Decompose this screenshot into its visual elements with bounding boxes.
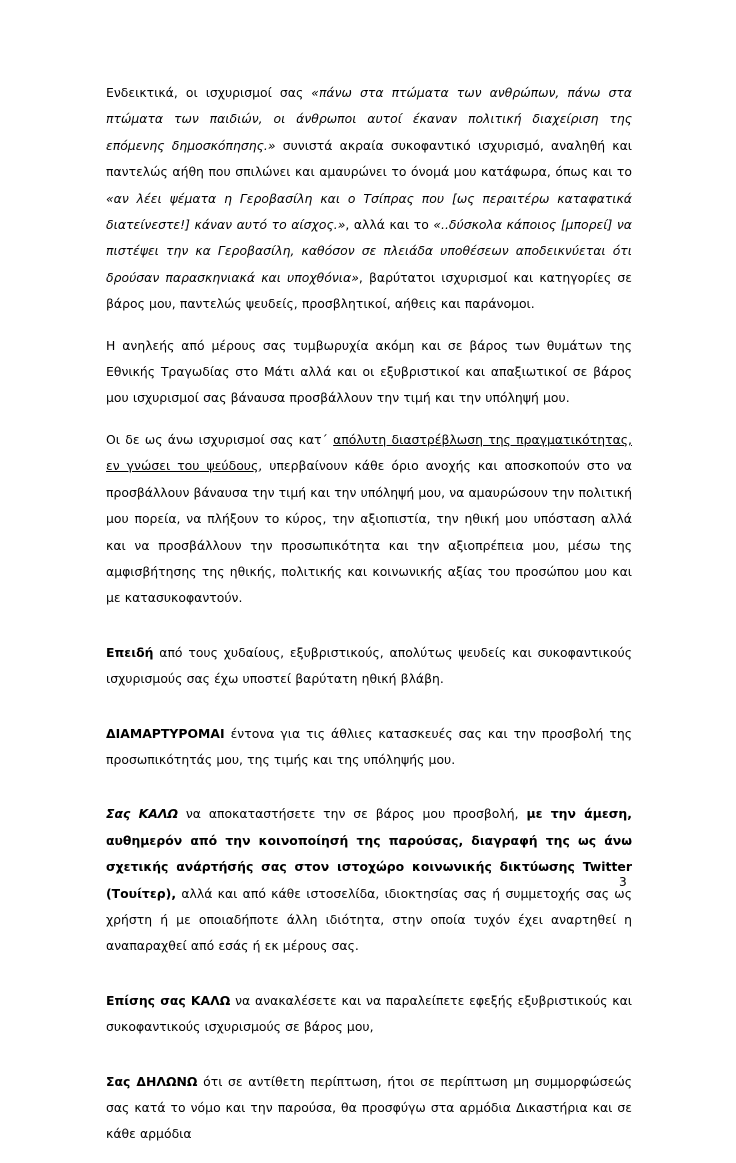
text-run-italic: «..δύσκολα κάποιος [μπορεί] να πιστέψει την κα Γεροβασίλη, καθόσον σε πλειάδα υποθέσεων αποδεικνύεται ότι δρούσαν παρασκηνιακά και υποχθόνια» bbox=[106, 217, 632, 285]
paragraph-4-epeidi bbox=[106, 640, 632, 693]
paragraph-6-sas-kalo bbox=[106, 801, 632, 959]
text-run: ότι σε αντίθετη περίπτωση, ήτοι σε περίπτωση μη συμμορφώσεώς σας κατά το νόμο και την παρούσα, θα προσφύγω στα αρμόδια Δικαστήρια και σε κάθε αρμόδια bbox=[106, 1073, 633, 1142]
document-body bbox=[106, 80, 632, 1163]
paragraph-3 bbox=[106, 427, 632, 612]
paragraph-5-diamartyromai bbox=[106, 721, 632, 774]
paragraph-2 bbox=[106, 333, 632, 412]
text-run: αλλά και από κάθε ιστοσελίδα, ιδιοκτησίας σας ή συμμετοχής σας ως χρήστη ή με οποιαδήποτε άλλη ιδιότητα, στην οποία τυχόν έχει αναρτηθεί η αναπαραχθεί από εσάς ή εκ μέρους σας. bbox=[106, 885, 632, 954]
text-run: να ανακαλέσετε και να παραλείπετε εφεξής εξυβριστικούς και συκοφαντικούς ισχυρισμούς σε βάρος μου, bbox=[106, 992, 632, 1035]
text-run: από τους χυδαίους, εξυβριστικούς, απολύτως ψευδείς και συκοφαντικούς ισχυρισμούς σας έχω υποστεί βαρύτατη ηθική βλάβη. bbox=[106, 644, 632, 687]
text-run-bold: ΔΙΑΜΑΡΤΥΡΟΜΑΙ bbox=[106, 725, 225, 741]
text-run: , υπερβαίνουν κάθε όριο ανοχής και αποσκοπούν στο να προσβάλλουν βάναυσα την τιμή και την υπόληψή μου, να αμαυρώσουν την πολιτική μου πορεία, να πλήξουν το κύρος, την αξιοπιστία, την ηθική μου υπόσταση αλλά και να προσβάλλουν την προσωπικότητα και την αξιοπρέπεια μου, μέσω της αμφισβήτησης της ηθικής, πολιτικής και κοινωνικής αξίας του προσώπου μου και με κατασυκοφαντούν. bbox=[106, 458, 632, 606]
text-run: Ενδεικτικά, οι ισχυρισμοί σας bbox=[106, 85, 312, 100]
paragraph-8-sas-dilono bbox=[106, 1069, 632, 1148]
text-run-bold: με την άμεση, αυθημερόν από την κοινοποίησή της παρούσας, διαγραφή της ως άνω σχετικής ανάρτήσής σας στον ιστοχώρο κοινωνικής δικτύωσης Twitter (Τουίτερ), bbox=[106, 806, 632, 901]
text-run-italic: «πάνω στα πτώματα των ανθρώπων, πάνω στα πτώματα των παιδιών, οι άνθρωποι αυτοί έκαναν πολιτική διαχείριση της επόμενης δημοσκόπησης.» bbox=[106, 85, 632, 153]
paragraph-1 bbox=[106, 80, 632, 318]
text-run: Η ανηλεής από μέρους σας τυμβωρυχία ακόμη και σε βάρος των θυμάτων της Εθνικής Τραγωδίας στο Μάτι αλλά και οι εξυβριστικοί και απαξιωτικοί σε βάρος μου ισχυρισμοί σας βάναυσα προσβάλλουν την τιμή και την υπόληψή μου. bbox=[106, 337, 632, 406]
page-number: 3 bbox=[619, 875, 627, 889]
text-run: , βαρύτατοι ισχυρισμοί και κατηγορίες σε βάρος μου, παντελώς ψευδείς, προσβλητικοί, αήθεις και παράνομοι. bbox=[106, 269, 632, 312]
text-run-bold-italic: Σας ΚΑΛΩ bbox=[106, 806, 179, 822]
text-run-bold: Σας ΔΗΛΩΝΩ bbox=[106, 1073, 198, 1089]
paragraph-7-episis-sas-kalo bbox=[106, 988, 632, 1041]
text-run: Οι δε ως άνω ισχυρισμοί σας κατ΄ bbox=[106, 431, 334, 447]
text-run: να αποκαταστήσετε την σε βάρος μου προσβολή, bbox=[178, 806, 527, 822]
text-run-underline: απόλυτη διαστρέβλωση της πραγματικότητας, εν γνώσει του ψεύδους bbox=[106, 431, 633, 474]
text-run-bold: Επίσης σας ΚΑΛΩ bbox=[106, 992, 231, 1008]
text-run: έντονα για τις άθλιες κατασκευές σας και την προσβολή της προσωπικότητάς μου, της τιμής και της υπόληψής μου. bbox=[106, 725, 632, 767]
text-run: , αλλά και το bbox=[345, 217, 434, 233]
text-run-bold: Επειδή bbox=[106, 644, 154, 660]
text-run-italic: «αν λέει ψέματα η Γεροβασίλη και ο Τσίπρας που [ως περαιτέρω καταφατικά διατείνεστε!] κάναν αυτό το αίσχος.» bbox=[106, 190, 632, 233]
text-run: συνιστά ακραία συκοφαντικό ισχυρισμό, αναληθή και παντελώς αήθη που σπιλώνει και αμαυρώνει το όνομά μου κατάφωρα, όπως και το bbox=[106, 137, 632, 180]
